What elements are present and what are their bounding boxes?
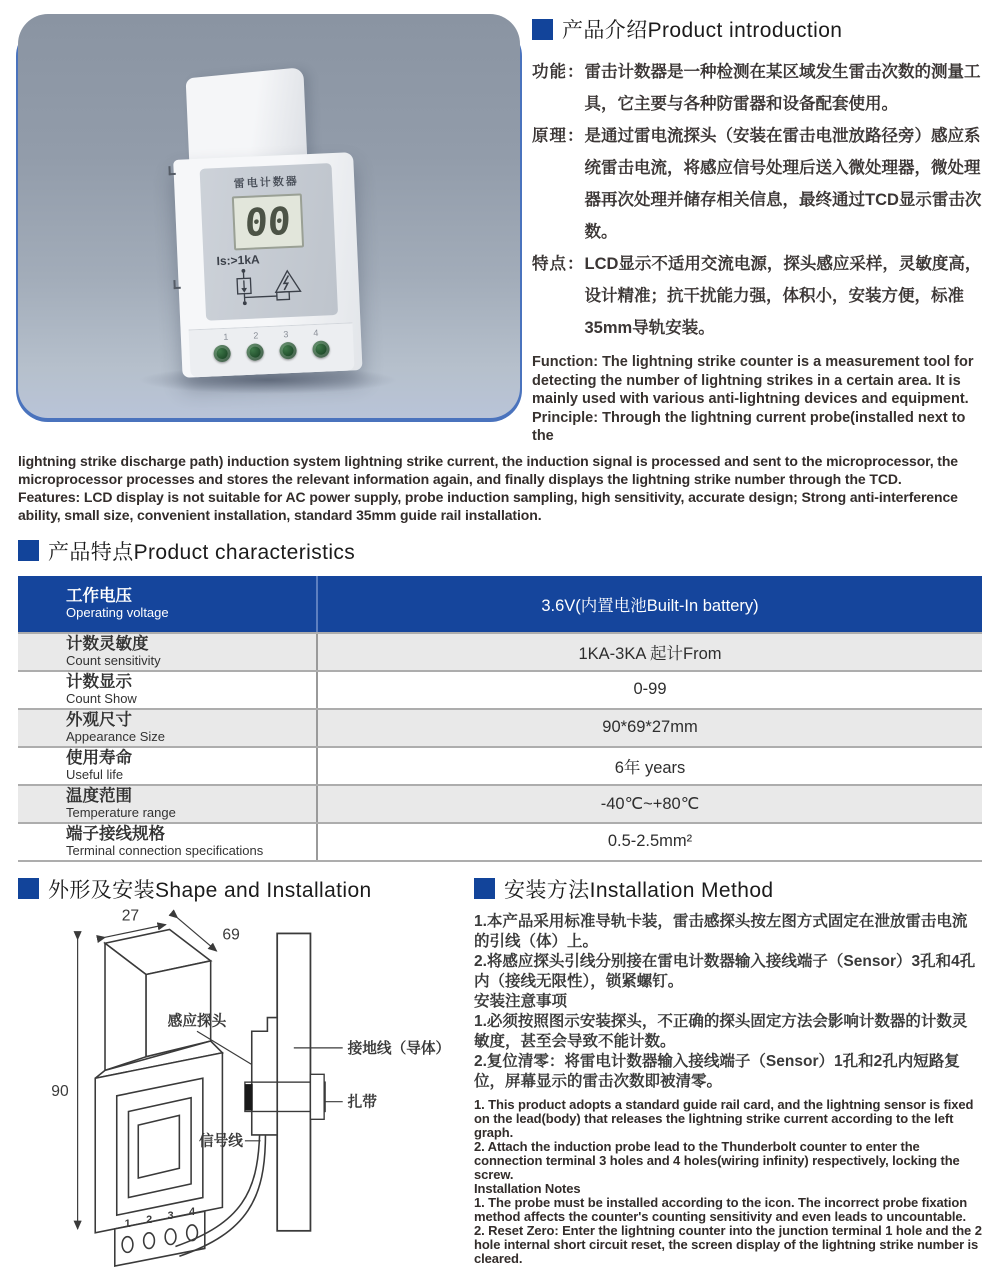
intro-item-principle (532, 120, 982, 248)
diagram-terminal-number: 4 (189, 1206, 195, 1218)
table-row (18, 632, 982, 670)
installation-en-line: 2. Reset Zero: Enter the lightning counter into the junction terminal 1 hole and the 2 hole internal short circuit reset, the screen display of the lightning strike number is cleared. (474, 1224, 982, 1266)
shape-installation-diagram (18, 908, 463, 1268)
shape-title: 外形及安装Shape and Installation (48, 874, 372, 904)
table-row (18, 708, 982, 746)
intro-item-features (532, 248, 982, 344)
photo-background (18, 14, 520, 418)
blue-square-bullet-icon (474, 878, 495, 899)
intro-item-label: 功能： (532, 56, 585, 120)
signal-wire-label: 信号线 (199, 1131, 243, 1149)
current-rating-print: Is:>1kA (203, 249, 335, 269)
characteristics-heading (18, 536, 982, 566)
row-label-en: Operating voltage (66, 605, 316, 620)
row-label-en: Useful life (66, 767, 316, 782)
din-clip-mark (173, 280, 180, 289)
installation-en-line: 1. The probe must be installed according to the icon. The incorrect probe fixation method affects the counter's counting sensitivity and even leads to uncountable. (474, 1196, 982, 1224)
dim-width-label: 27 (122, 908, 139, 925)
row-label-zh: 外观尺寸 (66, 711, 316, 729)
intro-item-label: 原理： (532, 120, 585, 248)
shape-section (18, 874, 464, 1273)
row-value: 0-99 (318, 680, 982, 699)
characteristics-table (18, 576, 982, 862)
device-outline (95, 929, 222, 1266)
terminal-screw (213, 345, 231, 363)
installation-en-line: 2. Attach the induction probe lead to the Thunderbolt counter to enter the connection terminal 3 holes and 4 holes(wiring infinity) respectively, locking the screw. (474, 1140, 982, 1182)
intro-item-function (532, 56, 982, 120)
bottom-section (18, 874, 982, 1273)
table-row (18, 576, 982, 632)
cable-tie-label: 扎带 (347, 1093, 378, 1110)
characteristics-title: 产品特点Product characteristics (48, 536, 355, 566)
device-image (169, 68, 362, 378)
row-label-en: Count sensitivity (66, 653, 316, 668)
lcd-count-value: 00 (244, 199, 292, 245)
row-label-en: Temperature range (66, 805, 316, 820)
intro-english-function: Function: The lightning strike counter is a measurement tool for detecting the number of lightning strikes in a certain area. It is mainly used with various anti-lightning devices and equipment. (532, 353, 982, 409)
surge-arrester-symbol-icon (231, 264, 311, 307)
intro-title: 产品介绍Product introduction (562, 14, 842, 44)
installation-zh-line: 安装注意事项 (474, 992, 982, 1012)
installation-zh-line: 1.本产品采用标准导轨卡装，雷击感探头按左图方式固定在泄放雷击电流的引线（体）上。 (474, 912, 982, 952)
induction-probe (252, 1017, 277, 1134)
row-value: 1KA-3KA 起计From (318, 640, 982, 664)
cable-tie-buckle (310, 1074, 324, 1119)
probe-label: 感应探头 (168, 1011, 227, 1029)
diagram-terminal-number: 2 (146, 1214, 152, 1226)
row-label-zh: 计数显示 (66, 673, 316, 691)
dim-height-label: 90 (51, 1082, 69, 1099)
row-label-zh: 计数灵敏度 (66, 635, 316, 653)
row-label-cell (18, 748, 318, 784)
terminal-number: 3 (283, 329, 288, 339)
row-value: 0.5-2.5mm² (318, 832, 982, 851)
intro-item-text: 雷击计数器是一种检测在某区域发生雷击次数的测量工具，它主要与各种防雷器和设备配套使用。 (585, 56, 983, 120)
diagram-terminal-number: 1 (125, 1217, 131, 1229)
diagram-terminal-number: 3 (168, 1210, 174, 1222)
installation-english-text (474, 1098, 982, 1266)
cable-tie-head (245, 1084, 253, 1110)
terminal-number: 2 (253, 330, 258, 340)
row-label-cell (18, 786, 318, 822)
intro-section (532, 14, 982, 446)
shape-heading (18, 874, 464, 904)
intro-english (532, 353, 982, 446)
ground-wire-label: 接地线（导体） (347, 1038, 451, 1056)
blue-square-bullet-icon (18, 540, 39, 561)
dim-depth-label: 69 (222, 926, 239, 943)
english-principle-continue: lightning strike discharge path) induction system lightning strike current, the induction signal is processed and sent to the microprocessor, the microprocessor processes and stores the relevant information again, and finally displays the lightning strike number through the TCD. (18, 452, 982, 488)
blue-square-bullet-icon (18, 878, 39, 899)
installation-section (464, 874, 982, 1273)
row-label-zh: 端子接线规格 (66, 825, 316, 843)
row-value: 6年 years (318, 754, 982, 778)
installation-zh-line: 2.将感应探头引线分别接在雷电计数器输入接线端子（Sensor）3孔和4孔内（接线无限性），锁紧螺钉。 (474, 952, 982, 992)
row-label-cell (18, 710, 318, 746)
table-row (18, 822, 982, 860)
english-features: Features: LCD display is not suitable for AC power supply, probe induction sampling, high sensitivity, accurate design; Strong anti-interference ability, small size, convenient installation, standard 35mm guide rail installation. (18, 488, 982, 524)
row-value: -40℃~+80℃ (318, 794, 982, 814)
row-label-cell (18, 634, 318, 670)
terminal-number: 1 (223, 332, 228, 342)
row-label-en: Count Show (66, 691, 316, 706)
intro-items (532, 56, 982, 344)
row-label-zh: 使用寿命 (66, 749, 316, 767)
installation-zh-line: 2.复位清零：将雷电计数器输入接线端子（Sensor）1孔和2孔内短路复位，屏幕显示的雷击次数即被清零。 (474, 1052, 982, 1092)
row-value: 90*69*27mm (318, 718, 982, 737)
terminal-screw (246, 343, 264, 361)
row-label-en: Appearance Size (66, 729, 316, 744)
lcd-display (232, 193, 304, 250)
row-label-zh: 温度范围 (66, 787, 316, 805)
table-row (18, 784, 982, 822)
blue-square-bullet-icon (532, 19, 553, 40)
terminal-screw (279, 342, 297, 360)
row-label-en: Terminal connection specifications (66, 843, 316, 858)
terminal-screw (312, 340, 330, 358)
product-photo (18, 14, 520, 422)
intro-english-continuation (18, 452, 982, 524)
intro-item-text: LCD显示不适用交流电源，探头感应采样，灵敏度高，设计精准；抗干扰能力强，体积小，安装方便，标准35mm导轨安装。 (585, 248, 983, 344)
device-name-print: 雷电计数器 (200, 171, 333, 193)
intro-heading (532, 14, 982, 44)
intro-item-text: 是通过雷电流探头（安装在雷击电泄放路径旁）感应系统雷击电流，将感应信号处理后送入微处理器，微处理器再次处理并储存相关信息，最终通过TCD显示雷击次数。 (585, 120, 983, 248)
device-front-panel (200, 163, 339, 321)
intro-item-label: 特点： (532, 248, 585, 344)
row-label-zh: 工作电压 (66, 587, 316, 605)
row-label-cell (18, 576, 318, 632)
device-lower-housing (173, 152, 362, 378)
installation-chinese-text (474, 912, 982, 1092)
din-clip-mark (168, 166, 175, 175)
installation-zh-line: 1.必须按照图示安装探头，不正确的探头固定方法会影响计数器的计数灵敏度，甚至会导致不能计数。 (474, 1012, 982, 1052)
installation-en-line: 1. This product adopts a standard guide rail card, and the lightning sensor is fixed on the lead(body) that releases the lightning strike current according to the left graph. (474, 1098, 982, 1140)
installation-heading (474, 874, 982, 904)
installation-title: 安装方法Installation Method (504, 874, 773, 904)
terminal-number: 4 (313, 328, 318, 338)
row-value: 3.6V(内置电池Built-In battery) (318, 592, 982, 616)
terminal-strip (189, 322, 355, 377)
top-section (18, 14, 982, 446)
installation-en-line: Installation Notes (474, 1182, 982, 1196)
row-label-cell (18, 824, 318, 860)
table-row (18, 746, 982, 784)
row-label-cell (18, 672, 318, 708)
intro-english-principle-start: Principle: Through the lightning current probe(installed next to the (532, 409, 982, 446)
table-row (18, 670, 982, 708)
